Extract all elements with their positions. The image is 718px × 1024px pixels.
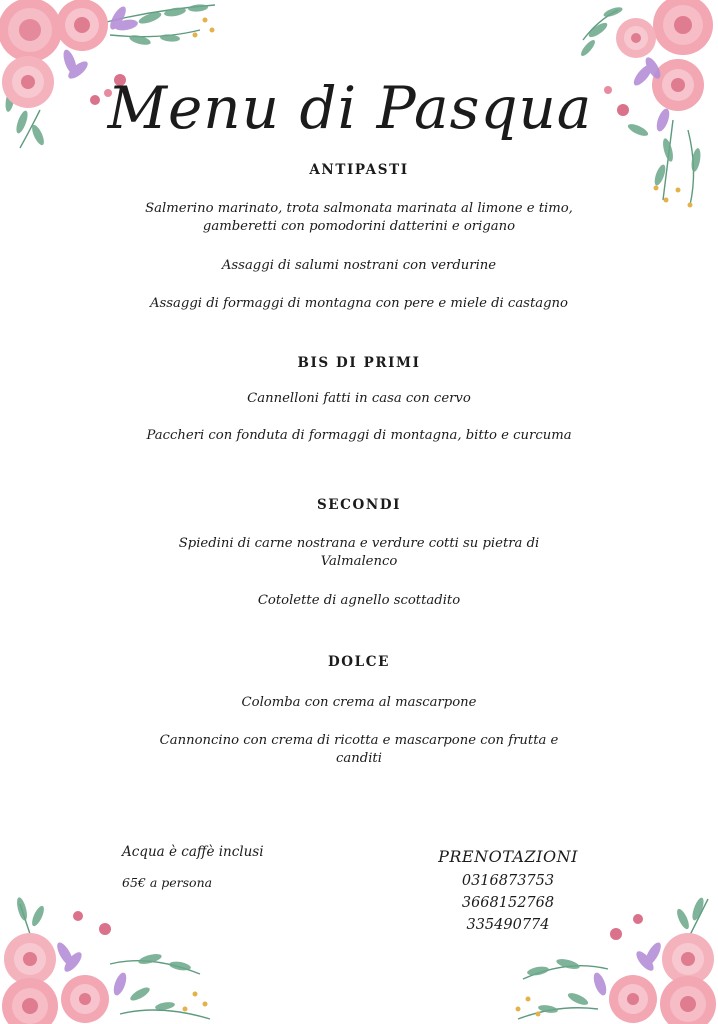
section-title-dolce: DOLCE [328, 654, 390, 670]
menu-title: Menu di Pasqua [107, 74, 593, 142]
section-title-antipasti: ANTIPASTI [309, 162, 409, 178]
section-title-bis-di-primi: BIS DI PRIMI [297, 355, 421, 371]
phone-number[interactable]: 3668152768 [461, 895, 555, 911]
price-per-person: 65€ a persona [122, 875, 213, 890]
phone-number[interactable]: 335490774 [466, 917, 550, 933]
floral-corner-bottom-left [0, 894, 225, 1024]
phone-number[interactable]: 0316873753 [461, 873, 555, 889]
reservations-title: PRENOTAZIONI [438, 847, 578, 866]
menu-item: Cotolette di agnello scottadito [257, 593, 461, 608]
menu-item: Salmerino marinato, trota salmonata marinata al limone e timo, gamberetti con pomodorini datterini e origano [145, 201, 573, 234]
menu-item: Colomba con crema al mascarpone [241, 695, 477, 710]
menu-item: Paccheri con fonduta di formaggi di montagna, bitto e curcuma [146, 428, 572, 443]
menu-item: Cannoncino con crema di ricotta e mascarpone con frutta e canditi [159, 733, 559, 766]
menu-item: Spiedini di carne nostrana e verdure cotti su pietra di Valmalenco [178, 536, 540, 569]
menu-item: Assaggi di salumi nostrani con verdurine [221, 258, 497, 273]
section-title-secondi: SECONDI [316, 497, 402, 513]
menu-item: Cannelloni fatti in casa con cervo [247, 391, 471, 406]
menu-item: Assaggi di formaggi di montagna con pere e miele di castagno [150, 296, 568, 311]
drinks-included-note: Acqua è caffè inclusi [122, 844, 264, 860]
